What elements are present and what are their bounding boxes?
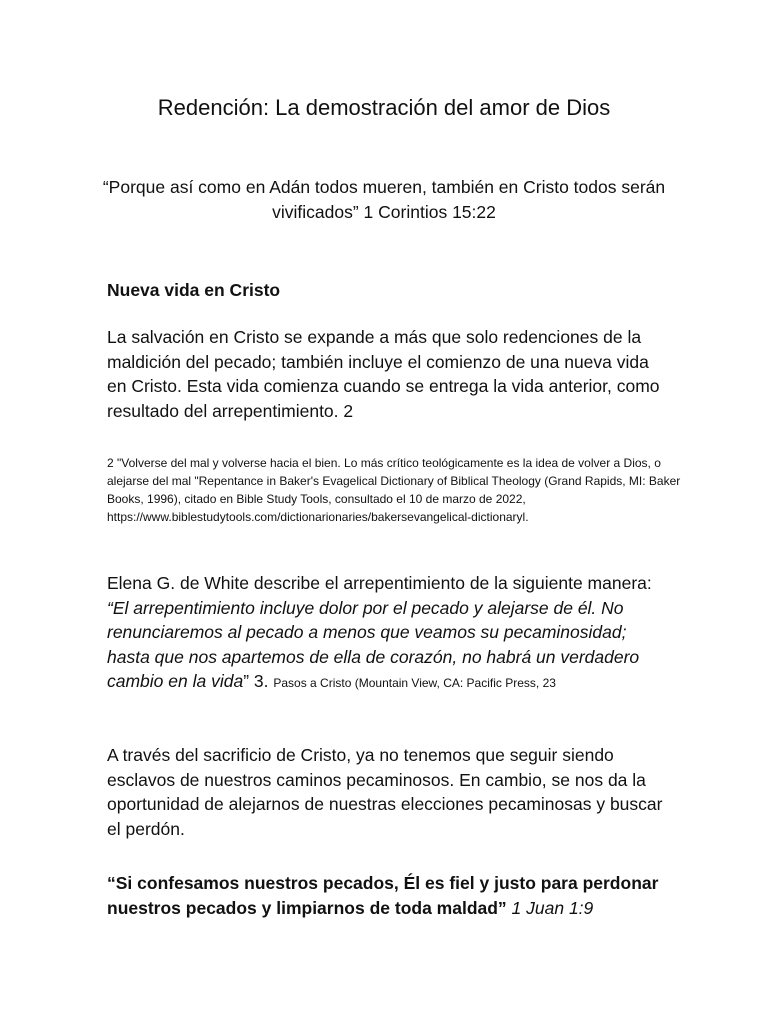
- white-quote-intro: Elena G. de White describe el arrepentimiento de la siguiente manera:: [107, 573, 652, 593]
- final-verse-text: “Si confesamos nuestros pecados, Él es fiel y justo para perdonar nuestros pecados y limpiarnos de toda maldad”: [107, 873, 659, 918]
- final-verse-reference: 1 Juan 1:9: [506, 898, 594, 918]
- section-heading: Nueva vida en Cristo: [107, 280, 281, 300]
- paragraph-salvation: La salvación en Cristo se expande a más que solo redenciones de la maldición del pecado; también incluye el comienzo de una nueva vida en Cristo. Esta vida comienza cuando se entrega la vida anterior, como resultado del arrepentimiento. 2: [107, 327, 660, 421]
- page-title: Redención: La demostración del amor de Dios: [157, 95, 611, 120]
- white-quote-close: ” 3.: [243, 671, 274, 691]
- final-verse: [107, 871, 667, 921]
- epigraph-verse: “Porque así como en Adán todos mueren, también en Cristo todos serán vivificados” 1 Corintios 15:22: [102, 177, 666, 222]
- paragraph-white-quote: [107, 571, 667, 696]
- white-quote-text: “El arrepentimiento incluye dolor por el pecado y alejarse de él. No renunciaremos al pecado a menos que veamos su pecaminosidad; hasta que nos apartemos de ella de corazón, no habrá un verdadero cambio en la vida: [107, 597, 640, 691]
- white-quote-citation: Pasos a Cristo (Mountain View, CA: Pacific Press, 23: [273, 676, 556, 690]
- footnote-2: 2 "Volverse del mal y volverse hacia el bien. Lo más crítico teológicamente es la idea de volver a Dios, o alejarse del mal "Repentance in Baker's Evagelical Dictionary of Biblical Theology (Grand Rapids, MI: Baker Books, 1996), citado en Bible Study Tools, consultado el 10 de marzo de 2022, https://www.biblestudytools.com/dictionarionaries/bakersevangelical-dictionaryl.: [107, 456, 681, 524]
- paragraph-sacrifice: A través del sacrificio de Cristo, ya no tenemos que seguir siendo esclavos de nuestros caminos pecaminosos. En cambio, se nos da la oportunidad de alejarnos de nuestras elecciones pecaminosas y buscar el perdón.: [107, 745, 663, 839]
